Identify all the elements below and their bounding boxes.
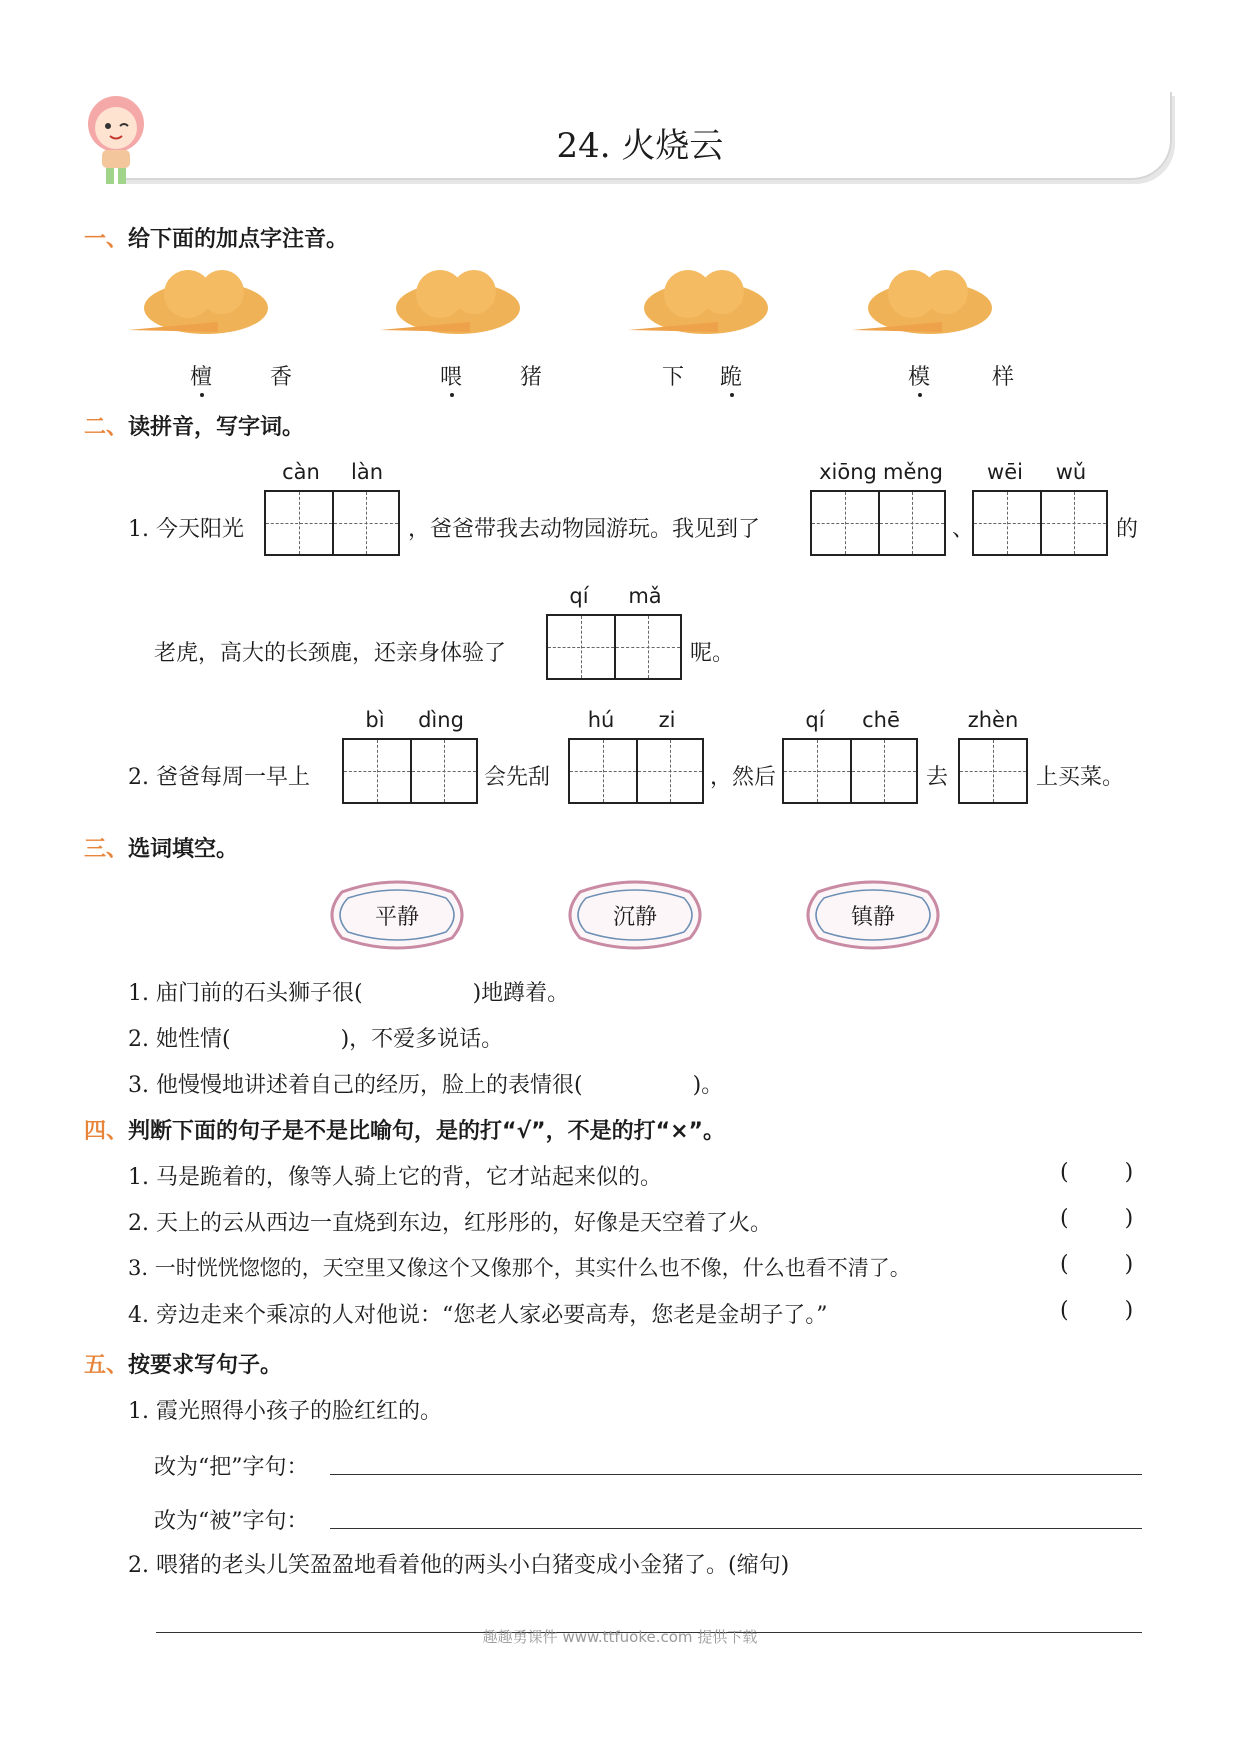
q2-2-b: ，然后: [710, 765, 777, 790]
word-choice-pingjing: 平静: [374, 905, 419, 930]
word-xiagui: 下 跪: [662, 360, 742, 391]
pinyin-meng: měng: [882, 460, 944, 484]
writing-grid-zhen[interactable]: [958, 738, 1028, 804]
writing-grid-canlan[interactable]: [264, 490, 400, 556]
judge-answer-box[interactable]: ( ): [1060, 1206, 1134, 1231]
word-choice-chenjing: 沉静: [612, 905, 657, 930]
section-2-heading: 二、读拼音，写字词。: [84, 415, 305, 440]
fill-item-3: 3. 他慢慢地讲述着自己的经历，脸上的表情很( )。: [128, 1073, 724, 1098]
pinyin-qi: qí: [569, 584, 589, 608]
section-1-heading: 一、给下面的加点字注音。: [84, 227, 349, 252]
q2-1-prefix: 1. 今天阳光: [128, 517, 244, 542]
word-choice-zhenjing: 镇静: [850, 905, 895, 930]
cloud-icon: [852, 262, 1002, 346]
q2-1-sep: 、: [952, 517, 975, 542]
word-choice-frame: [322, 878, 472, 952]
writing-grid-xiongmeng[interactable]: [810, 490, 946, 556]
footer-watermark: 趣趣勇课件 www.ttfuoke.com 提供下载: [482, 1628, 758, 1646]
q2-2-a: 会先刮: [484, 765, 551, 790]
pinyin-ding: dìng: [418, 708, 464, 732]
pinyin-zi: zi: [658, 708, 676, 732]
pinyin-hu: hú: [587, 708, 615, 732]
word-weizhu: 喂 猪: [440, 360, 542, 391]
word-tanxiang: 檀 香: [190, 360, 292, 391]
word-choice-frame: [560, 878, 710, 952]
pinyin-bi: bì: [365, 708, 385, 732]
q2-2-prefix: 2. 爸爸每周一早上: [128, 765, 310, 790]
pinyin-wu: wǔ: [1055, 460, 1087, 484]
writing-grid-qiche[interactable]: [782, 738, 918, 804]
section-5-heading: 五、按要求写句子。: [84, 1353, 283, 1378]
rewrite-q1: 1. 霞光照得小孩子的脸红红的。: [128, 1399, 442, 1424]
judge-item-1: 1. 马是跪着的，像等人骑上它的背，它才站起来似的。: [128, 1165, 662, 1190]
rewrite-ba-label: 改为“把”字句：: [154, 1455, 309, 1480]
pinyin-xiong: xiōng: [819, 460, 877, 484]
page-title: 24. 火烧云: [556, 126, 724, 166]
q2-1-mid: ，爸爸带我去动物园游玩。我见到了: [408, 517, 761, 542]
judge-item-4: 4. 旁边走来个乘凉的人对他说：“您老人家必要高寿，您老是金胡子了。”: [128, 1303, 828, 1328]
answer-line[interactable]: [330, 1528, 1142, 1529]
cloud-icon: [628, 262, 778, 346]
judge-item-2: 2. 天上的云从西边一直烧到东边，红彤彤的，好像是天空着了火。: [128, 1211, 772, 1236]
pinyin-che: chē: [862, 708, 900, 732]
judge-answer-box[interactable]: ( ): [1060, 1160, 1134, 1185]
word-choice-frame: [798, 878, 948, 952]
q2-1b-prefix: 老虎，高大的长颈鹿，还亲身体验了: [154, 641, 507, 666]
q2-2-suffix: 上买菜。: [1036, 765, 1125, 790]
fill-item-1: 1. 庙门前的石头狮子很( )地蹲着。: [128, 981, 570, 1006]
cloud-icon: [128, 262, 278, 346]
section-3-heading: 三、选词填空。: [84, 837, 239, 862]
rewrite-bei-label: 改为“被”字句：: [154, 1509, 309, 1534]
judge-answer-box[interactable]: ( ): [1060, 1252, 1134, 1277]
writing-grid-huzi[interactable]: [568, 738, 704, 804]
word-moyang: 模 样: [908, 360, 1014, 391]
q2-2-c: 去: [926, 765, 949, 790]
pinyin-wei: wēi: [987, 460, 1023, 484]
judge-answer-box[interactable]: ( ): [1060, 1298, 1134, 1323]
writing-grid-biding[interactable]: [342, 738, 478, 804]
writing-grid-weiwu[interactable]: [972, 490, 1108, 556]
writing-grid-qima[interactable]: [546, 614, 682, 680]
fill-item-2: 2. 她性情( )，不爱多说话。: [128, 1027, 504, 1052]
pinyin-lan: làn: [350, 460, 383, 484]
pinyin-ma: mǎ: [628, 584, 662, 608]
answer-line[interactable]: [330, 1474, 1142, 1475]
pinyin-can: càn: [282, 460, 320, 484]
judge-item-3: 3. 一时恍恍惚惚的，天空里又像这个又像那个，其实什么也不像，什么也看不清了。: [128, 1256, 911, 1280]
q2-1b-suffix: 呢。: [690, 641, 735, 666]
rewrite-q2: 2. 喂猪的老头儿笑盈盈地看着他的两头小白猪变成小金猪了。(缩句): [128, 1553, 790, 1578]
cloud-icon: [380, 262, 530, 346]
pinyin-qi2: qí: [805, 708, 825, 732]
q2-1-suffix: 的: [1116, 517, 1139, 542]
pinyin-zhen: zhèn: [967, 708, 1019, 732]
section-4-heading: 四、判断下面的句子是不是比喻句，是的打“√”，不是的打“×”。: [84, 1119, 725, 1144]
